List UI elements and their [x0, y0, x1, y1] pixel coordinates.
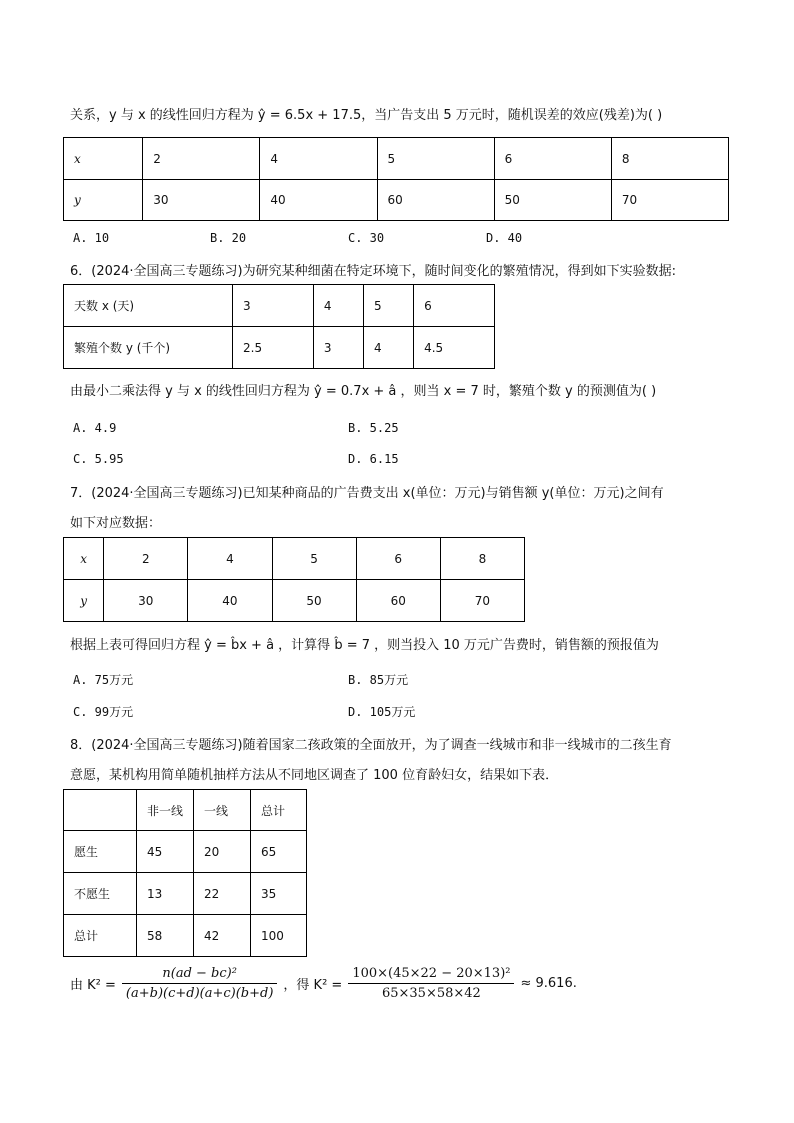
calc-numerator: 100×(45×22 − 20×13)² [348, 966, 514, 984]
q7-option-b[interactable]: B. 85万元 [348, 673, 409, 687]
table-cell: 30 [143, 180, 260, 221]
table-cell: 4 [188, 538, 272, 580]
table-cell: 70 [440, 580, 524, 622]
q5-table [63, 137, 729, 221]
q5-option-a[interactable]: A. 10 [73, 231, 110, 245]
q7-option-d[interactable]: D. 105万元 [348, 705, 416, 719]
q8-table [63, 789, 307, 957]
q7-option-c[interactable]: C. 99万元 [73, 705, 134, 719]
table-cell: 2 [104, 538, 188, 580]
table-cell: 40 [188, 580, 272, 622]
q5-option-d[interactable]: D. 40 [486, 231, 523, 245]
table-cell: 58 [137, 915, 194, 957]
q7-table [63, 537, 525, 622]
table-cell: 一线 [194, 790, 251, 831]
q8-stem-line2: 意愿，某机构用简单随机抽样方法从不同地区调查了 100 位育龄妇女，结果如下表． [70, 768, 559, 783]
q5-option-b[interactable]: B. 20 [210, 231, 247, 245]
q7-question: 根据上表可得回归方程 ŷ = b̂x + â ，计算得 b̂ = 7 ，则当投入 10 万元广告费时，销售额的预报值为 [70, 638, 659, 653]
table-cell: 22 [194, 873, 251, 915]
table-cell [64, 790, 137, 831]
table-cell: y [64, 180, 143, 221]
table-cell: 总计 [251, 790, 307, 831]
table-cell: 2 [143, 138, 260, 180]
table-cell: 50 [272, 580, 356, 622]
table-cell: x [64, 538, 104, 580]
q7-stem-line1: 7．(2024·全国高三专题练习)已知某种商品的广告费支出 x(单位：万元)与销售额 y(单位：万元)之间有 [70, 486, 664, 501]
table-cell: 70 [611, 180, 728, 221]
formula-prefix: 由 K² = [70, 978, 116, 993]
table-cell: 30 [104, 580, 188, 622]
q6-stem: 6．(2024·全国高三专题练习)为研究某种细菌在特定环境下，随时间变化的繁殖情况，得到如下实验数据: [70, 264, 677, 279]
q8-formula [70, 966, 577, 1001]
table-cell: 3 [233, 285, 314, 327]
table-cell: 60 [356, 580, 440, 622]
formula-mid: ，得 K² = [283, 978, 343, 993]
table-cell: 4 [313, 285, 363, 327]
table-cell: 4.5 [414, 327, 495, 369]
q5-stem: 关系，y 与 x 的线性回归方程为 ŷ = 6.5x + 17.5，当广告支出 5 万元时，随机误差的效应(残差)为( ) [70, 108, 663, 123]
q8-stem-line1: 8．(2024·全国高三专题练习)随着国家二孩政策的全面放开，为了调查一线城市和非一线城市的二孩生育 [70, 738, 672, 753]
table-cell: 35 [251, 873, 307, 915]
table-cell: 4 [260, 138, 377, 180]
table-cell: 5 [363, 285, 413, 327]
table-cell: 天数 x (天) [64, 285, 233, 327]
table-cell: 13 [137, 873, 194, 915]
table-cell: 60 [377, 180, 494, 221]
table-cell: 5 [377, 138, 494, 180]
calc-denominator: 65×35×58×42 [381, 986, 481, 1001]
calc-result: ≈ 9.616. [520, 976, 577, 991]
table-cell: 45 [137, 831, 194, 873]
q6-option-c[interactable]: C. 5.95 [73, 452, 124, 466]
q7-stem-line2: 如下对应数据： [70, 516, 162, 531]
q7-option-a[interactable]: A. 75万元 [73, 673, 134, 687]
calc-fraction [348, 966, 514, 1001]
table-cell: 6 [494, 138, 611, 180]
table-cell: x [64, 138, 143, 180]
formula-denominator: (a+b)(c+d)(a+c)(b+d) [125, 986, 274, 1001]
table-cell: 8 [611, 138, 728, 180]
formula-numerator: n(ad − bc)² [122, 966, 278, 984]
table-cell: y [64, 580, 104, 622]
table-cell: 总计 [64, 915, 137, 957]
q6-option-d[interactable]: D. 6.15 [348, 452, 399, 466]
q5-option-c[interactable]: C. 30 [348, 231, 385, 245]
q6-option-a[interactable]: A. 4.9 [73, 421, 117, 435]
q6-question: 由最小二乘法得 y 与 x 的线性回归方程为 ŷ = 0.7x + â ，则当 x = 7 时，繁殖个数 y 的预测值为( ) [70, 384, 657, 399]
table-cell: 4 [363, 327, 413, 369]
table-cell: 6 [414, 285, 495, 327]
table-cell: 2.5 [233, 327, 314, 369]
table-cell: 40 [260, 180, 377, 221]
table-cell: 愿生 [64, 831, 137, 873]
table-cell: 繁殖个数 y (千个) [64, 327, 233, 369]
q6-option-b[interactable]: B. 5.25 [348, 421, 399, 435]
table-cell: 8 [440, 538, 524, 580]
formula-fraction [122, 966, 278, 1001]
table-cell: 42 [194, 915, 251, 957]
table-cell: 6 [356, 538, 440, 580]
table-cell: 5 [272, 538, 356, 580]
table-cell: 20 [194, 831, 251, 873]
q6-table [63, 284, 495, 369]
table-cell: 不愿生 [64, 873, 137, 915]
table-cell: 非一线 [137, 790, 194, 831]
table-cell: 50 [494, 180, 611, 221]
table-cell: 100 [251, 915, 307, 957]
table-cell: 65 [251, 831, 307, 873]
table-cell: 3 [313, 327, 363, 369]
